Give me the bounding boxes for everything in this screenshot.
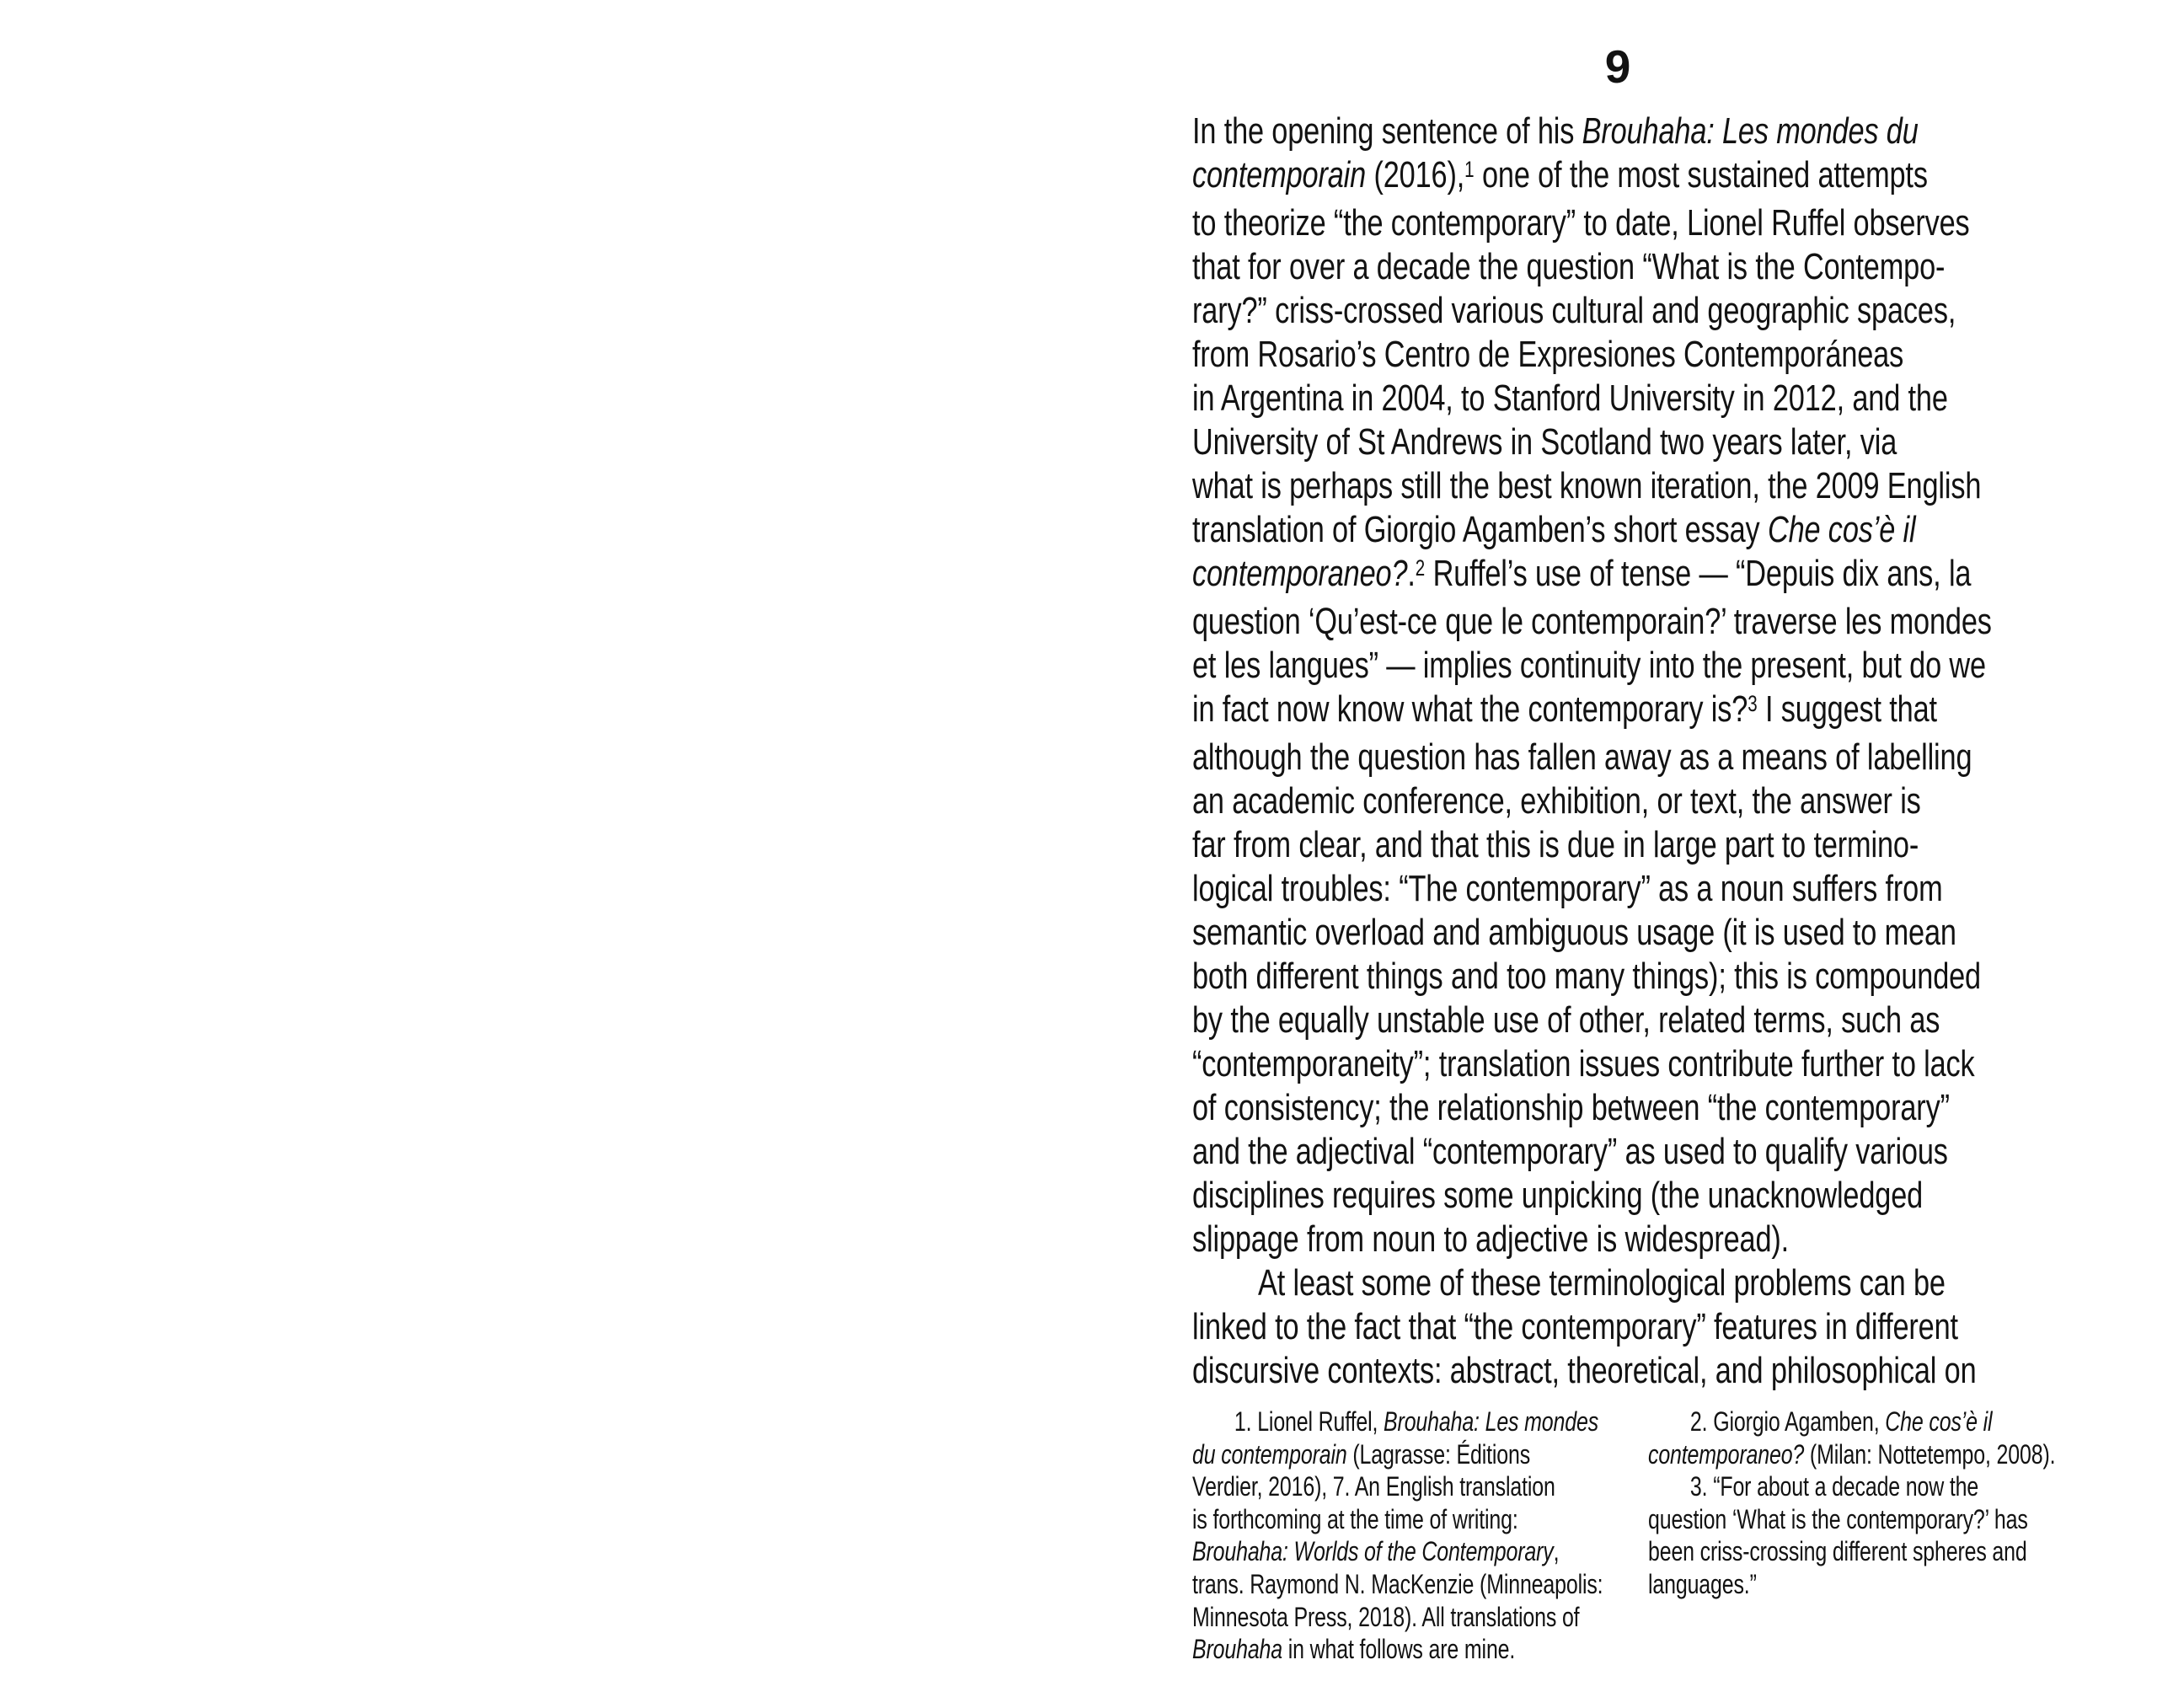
text-line: slippage from noun to adjective is widespread). [1192, 1218, 1790, 1260]
text-line: languages.” [1648, 1568, 1757, 1599]
footnote-column-left [1192, 1405, 1639, 1666]
text-line: 1. Lionel Ruffel, Brouhaha: Les mondes [1234, 1406, 1599, 1437]
page-number: 9 [1604, 40, 1631, 93]
text-line: that for over a decade the question “What is the Contempo- [1192, 246, 1946, 287]
text-line: both different things and too many things); this is compounded [1192, 956, 1981, 997]
text-line: in fact now know what the contemporary is?$^3$ I suggest that [1192, 688, 1937, 730]
text-line: to theorize “the contemporary” to date, Lionel Ruffel observes [1192, 202, 1970, 244]
text-line: contemporaneo? (Milan: Nottetempo, 2008). [1648, 1438, 2056, 1470]
footnote-column-right [1648, 1405, 2095, 1601]
text-line: 3. “For about a decade now the [1689, 1471, 1979, 1502]
text-line: question ‘What is the contemporary?’ has [1648, 1503, 2028, 1534]
text-line: an academic conference, exhibition, or text, the answer is [1192, 780, 1921, 822]
text-line: contemporain (2016),$^1$ one of the most sustained attempts [1192, 154, 1928, 195]
text-line: far from clear, and that this is due in large part to termino- [1192, 824, 1919, 865]
text-line: by the equally unstable use of other, related terms, such as [1192, 999, 1940, 1041]
text-line: although the question has fallen away as a means of labelling [1192, 736, 1972, 778]
text-line: question ‘Qu’est-ce que le contemporain?’ traverse les mondes [1192, 601, 1992, 642]
text-line: disciplines requires some unpicking (the unacknowledged [1192, 1175, 1924, 1216]
text-line: Brouhaha in what follows are mine. [1192, 1634, 1516, 1665]
text-line: At least some of these terminological problems can be [1258, 1262, 1946, 1304]
text-line: discursive contexts: abstract, theoretical, and philosophical on [1192, 1350, 1977, 1391]
text-line: been criss-crossing different spheres and [1648, 1536, 2027, 1567]
body-text [1192, 110, 2086, 1393]
footnote-reference: 3 [1748, 691, 1758, 717]
text-line: in Argentina in 2004, to Stanford University in 2012, and the [1192, 377, 1948, 419]
text-line: In the opening sentence of his Brouhaha: Les mondes du [1192, 110, 1919, 152]
text-line: semantic overload and ambiguous usage (it is used to mean [1192, 912, 1956, 953]
text-line: rary?” criss-crossed various cultural and geographic spaces, [1192, 290, 1956, 331]
text-line: “contemporaneity”; translation issues contribute further to lack [1192, 1043, 1975, 1084]
text-line: trans. Raymond N. MacKenzie (Minneapolis: [1192, 1568, 1603, 1599]
text-line: Verdier, 2016), 7. An English translation [1192, 1471, 1555, 1502]
text-line: and the adjectival “contemporary” as used to qualify various [1192, 1131, 1948, 1172]
text-line: logical troubles: “The contemporary” as a noun suffers from [1192, 868, 1943, 909]
text-line: Minnesota Press, 2018). All translations of [1192, 1601, 1580, 1632]
text-line: translation of Giorgio Agamben’s short essay Che cos’è il [1192, 509, 1916, 550]
text-line: University of St Andrews in Scotland two years later, via [1192, 421, 1897, 463]
text-line: what is perhaps still the best known iteration, the 2009 English [1192, 465, 1982, 506]
footnote-reference: 1 [1464, 157, 1475, 183]
footnote-reference: 2 [1415, 555, 1426, 581]
text-line: Brouhaha: Worlds of the Contemporary, [1192, 1536, 1560, 1567]
text-line: du contemporain (Lagrasse: Éditions [1192, 1438, 1531, 1470]
text-line: 2. Giorgio Agamben, Che cos’è il [1689, 1406, 1993, 1437]
text-line: linked to the fact that “the contemporary” features in different [1192, 1306, 1958, 1347]
text-line: of consistency; the relationship between “the contemporary” [1192, 1087, 1950, 1128]
text-line: is forthcoming at the time of writing: [1192, 1503, 1518, 1534]
text-line: et les langues” — implies continuity into the present, but do we [1192, 645, 1986, 686]
text-line: contemporaneo?.$^2$ Ruffel’s use of tense — “Depuis dix ans, la [1192, 553, 1972, 594]
text-line: from Rosario’s Centro de Expresiones Contemporáneas [1192, 334, 1904, 375]
